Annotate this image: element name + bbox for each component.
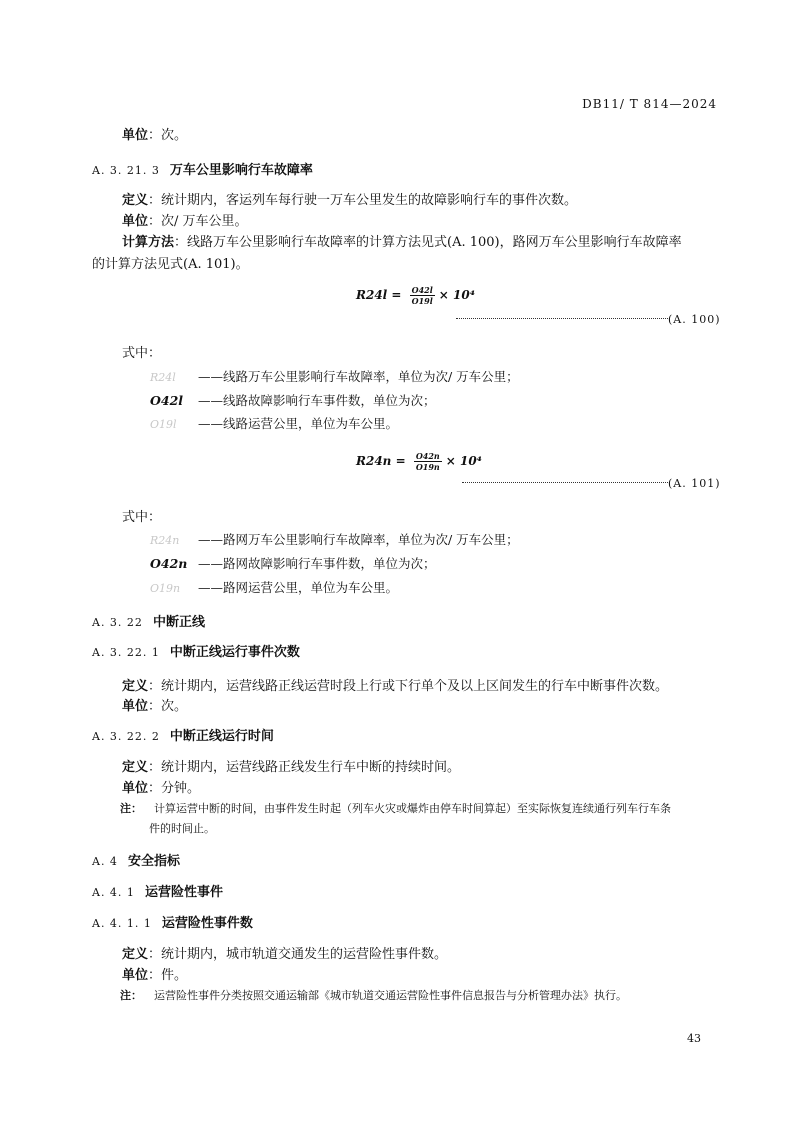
standard-code-header: DB11/ T 814—2024 <box>582 97 717 111</box>
unit-line <box>122 777 200 796</box>
where-label: 式中： <box>122 346 162 361</box>
note-label: 注： <box>120 802 142 815</box>
section-number: A. 3. 22. 2 <box>92 730 160 743</box>
section-number: A. 3. 22. 1 <box>92 646 160 659</box>
section-number: A. 4. 1 <box>92 886 135 899</box>
definition-line <box>122 943 447 962</box>
variable-row <box>150 554 436 572</box>
unit-line <box>122 695 187 714</box>
variable-row <box>150 530 519 548</box>
section-number: A. 4. 1. 1 <box>92 917 152 930</box>
section-title: 中断正线运行时间 <box>169 729 274 744</box>
unit-label: 单位 <box>122 699 149 714</box>
note-label: 注： <box>120 989 142 1002</box>
equation-reference-row <box>456 308 721 327</box>
equation-reference-row <box>462 472 721 491</box>
unit-text: ：件。 <box>148 968 188 983</box>
unit-text: ：分钟。 <box>148 781 201 796</box>
where-label: 式中： <box>122 510 162 525</box>
equation-number: (A. 100) <box>668 313 721 326</box>
formula-denominator: O19n <box>415 462 440 472</box>
formula-fraction <box>410 285 435 306</box>
section-title: 安全指标 <box>127 854 180 869</box>
section-heading-a-3-21-3 <box>92 159 313 178</box>
variable-description: ——路网故障影响行车事件数，单位为次； <box>198 556 436 571</box>
variable-row <box>150 414 398 432</box>
formula-numerator: O42n <box>415 451 440 461</box>
section-heading-a-4 <box>92 850 180 869</box>
page-number: 43 <box>687 1032 701 1045</box>
formula-numerator: O42l <box>411 285 433 295</box>
variable-symbol: O42l <box>150 393 184 408</box>
unit-line <box>122 124 187 143</box>
definition-line <box>122 189 577 208</box>
unit-line <box>122 210 248 229</box>
unit-text: ：次/ 万车公里。 <box>148 214 248 229</box>
unit-line <box>122 964 187 983</box>
note-line <box>120 800 671 816</box>
calculation-continuation: 的计算方法见式(A. 101)。 <box>92 257 249 272</box>
calculation-label: 计算方法 <box>122 235 175 250</box>
unit-label: 单位 <box>122 214 149 229</box>
formula-a-101 <box>356 451 482 472</box>
section-title: 万车公里影响行车故障率 <box>169 163 313 178</box>
variable-row <box>150 367 519 385</box>
variable-row <box>150 391 436 409</box>
note-text: 运营险性事件分类按照交通运输部《城市轨道交通运营险性事件信息报告与分析管理办法》执行。 <box>154 989 627 1002</box>
definition-line <box>122 675 668 694</box>
definition-label: 定义 <box>122 760 149 775</box>
unit-label: 单位 <box>122 781 149 796</box>
unit-label: 单位 <box>122 968 149 983</box>
variable-symbol: O19n <box>150 582 181 595</box>
variable-row <box>150 578 398 596</box>
formula-lhs: R24l = <box>356 288 406 302</box>
definition-label: 定义 <box>122 679 149 694</box>
section-heading-a-4-1-1 <box>92 912 253 931</box>
variable-symbol: O42n <box>150 556 188 571</box>
section-number: A. 3. 21. 3 <box>92 164 160 177</box>
leader-dots <box>462 482 668 483</box>
variable-description: ——线路万车公里影响行车故障率，单位为次/ 万车公里； <box>198 369 519 384</box>
leader-dots <box>456 318 668 319</box>
section-number: A. 4 <box>92 855 118 868</box>
section-heading-a-3-22-1 <box>92 641 300 660</box>
calculation-line <box>122 231 682 250</box>
section-heading-a-3-22 <box>92 611 205 630</box>
definition-line <box>122 756 460 775</box>
formula-rhs: × 10⁴ <box>445 454 482 468</box>
formula-denominator: O19l <box>411 296 433 306</box>
variable-description: ——线路运营公里，单位为车公里。 <box>198 416 399 431</box>
section-number: A. 3. 22 <box>92 616 143 629</box>
calculation-text: ：线路万车公里影响行车故障率的计算方法见式(A. 100)，路网万车公里影响行车故障率 <box>174 235 682 250</box>
equation-number: (A. 101) <box>668 477 721 490</box>
formula-fraction <box>414 451 442 472</box>
section-title: 中断正线运行事件次数 <box>169 645 300 660</box>
unit-text: ：次。 <box>148 128 188 143</box>
definition-label: 定义 <box>122 947 149 962</box>
variable-symbol: R24l <box>150 371 176 384</box>
variable-description: ——线路故障影响行车事件数，单位为次； <box>198 393 436 408</box>
unit-text: ：次。 <box>148 699 188 714</box>
section-heading-a-3-22-2 <box>92 725 274 744</box>
note-text: 计算运营中断的时间，由事件发生时起（列车火灾或爆炸由停车时间算起）至实际恢复连续通行列车行车条 <box>154 802 671 815</box>
unit-label: 单位 <box>122 128 149 143</box>
variable-symbol: R24n <box>150 534 180 547</box>
definition-text: ：统计期内，运营线路正线运营时段上行或下行单个及以上区间发生的行车中断事件次数。 <box>148 679 669 694</box>
formula-a-100 <box>356 285 475 306</box>
formula-lhs: R24n = <box>356 454 410 468</box>
variable-symbol: O19l <box>150 418 177 431</box>
section-title: 中断正线 <box>152 615 205 630</box>
definition-label: 定义 <box>122 193 149 208</box>
formula-rhs: × 10⁴ <box>438 288 475 302</box>
variable-description: ——路网运营公里，单位为车公里。 <box>198 580 399 595</box>
definition-text: ：统计期内，城市轨道交通发生的运营险性事件数。 <box>148 947 448 962</box>
section-title: 运营险性事件数 <box>161 916 253 931</box>
section-heading-a-4-1 <box>92 881 223 900</box>
section-title: 运营险性事件 <box>144 885 223 900</box>
note-line <box>120 987 627 1003</box>
note-continuation: 件的时间止。 <box>149 822 215 835</box>
definition-text: ：统计期内，运营线路正线发生行车中断的持续时间。 <box>148 760 461 775</box>
definition-text: ：统计期内，客运列车每行驶一万车公里发生的故障影响行车的事件次数。 <box>148 193 578 208</box>
variable-description: ——路网万车公里影响行车故障率，单位为次/ 万车公里； <box>198 532 519 547</box>
